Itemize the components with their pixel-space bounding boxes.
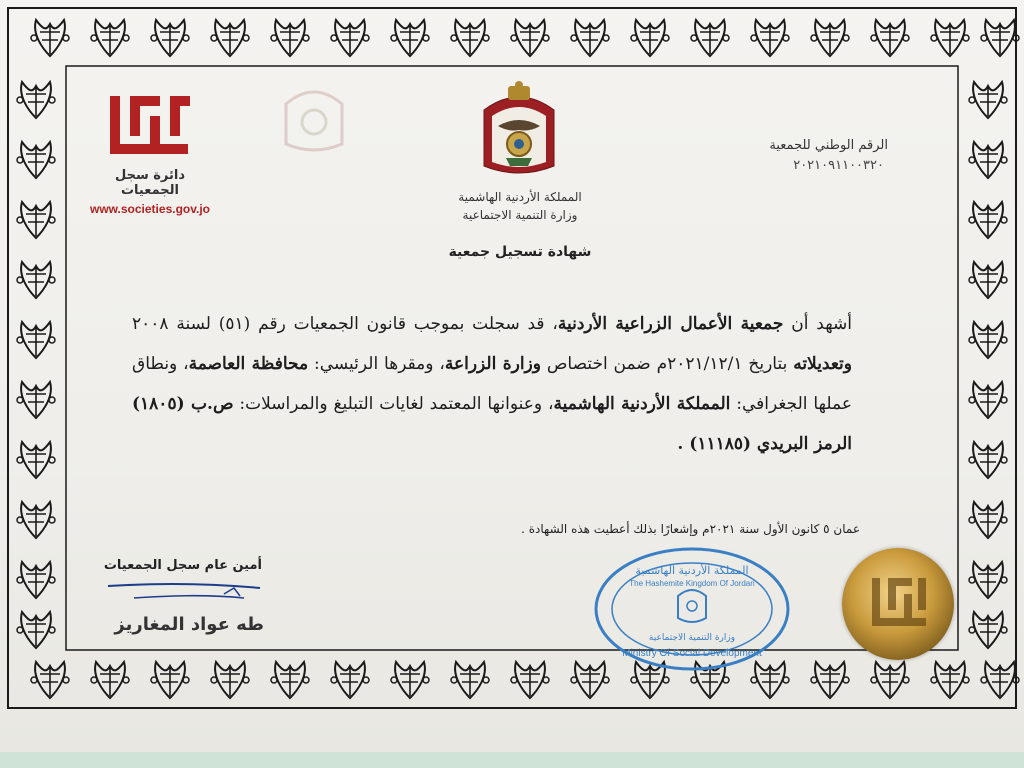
body-segment: ، ونطاق عملها الجغرافي: bbox=[132, 354, 852, 414]
amendments-label: وتعديلاته bbox=[793, 354, 852, 374]
ministry-jurisdiction: وزارة الزراعة bbox=[444, 354, 541, 374]
headquarters: محافظة العاصمة bbox=[188, 354, 309, 374]
stamp-arabic-top: المملكة الأردنية الهاشمية bbox=[635, 564, 749, 577]
ministry-name: وزارة التنمية الاجتماعية bbox=[462, 208, 578, 222]
postal-address: ص.ب (١٨٠٥) الرمز البريدي (١١١٨٥) . bbox=[132, 394, 852, 454]
body-segment: ، قد سجلت بموجب قانون الجمعيات رقم (٥١) لسنة ٢٠٠٨ bbox=[132, 314, 558, 334]
royal-coat-of-arms-icon bbox=[478, 80, 560, 180]
registrar-name: طه عواد المغاريز bbox=[114, 614, 264, 635]
society-name: جمعية الأعمال الزراعية الأردنية bbox=[557, 314, 784, 334]
national-number-label: الرقم الوطني للجمعية bbox=[769, 138, 888, 153]
hologram-seal bbox=[842, 548, 954, 660]
faded-emblem-icon bbox=[276, 84, 352, 156]
ministry-stamp-icon bbox=[592, 544, 792, 674]
national-number: ٢٠٢١٠٩١١٠٠٣٢٠ bbox=[793, 158, 884, 173]
issue-date-line: عمان ٥ كانون الأول سنة ٢٠٢١م وإشعارًا بذلك أعطيت هذه الشهادة . bbox=[521, 522, 860, 536]
signature-icon bbox=[104, 578, 264, 606]
societies-logo-icon bbox=[108, 92, 192, 158]
stamp-arabic-middle: وزارة التنمية الاجتماعية bbox=[648, 633, 736, 643]
body-segment: ، وعنوانها المعتمد لغايات التبليغ والمراسلات: bbox=[233, 394, 554, 414]
stamp-english-top: The Hashemite Kingdom Of Jordan bbox=[629, 579, 755, 588]
body-segment: ، ومقرها الرئيسي: bbox=[308, 354, 445, 374]
background-surface bbox=[0, 752, 1024, 768]
website-url: www.societies.gov.jo bbox=[89, 202, 211, 216]
certificate-body bbox=[132, 304, 852, 464]
kingdom-name: المملكة الأردنية الهاشمية bbox=[458, 190, 582, 204]
certificate-title: شهادة تسجيل جمعية bbox=[448, 244, 592, 260]
body-segment: بتاريخ ٢٠٢١/١٢/١م ضمن اختصاص bbox=[540, 354, 794, 374]
department-name: دائرة سجل الجمعيات bbox=[114, 168, 186, 198]
stamp-english-bottom: Ministry Of Social Development bbox=[622, 648, 762, 659]
body-segment: أشهد أن bbox=[783, 314, 852, 334]
issuer-block bbox=[430, 188, 610, 224]
geographic-scope: المملكة الأردنية الهاشمية bbox=[553, 394, 731, 414]
registrar-title: أمين عام سجل الجمعيات bbox=[103, 558, 262, 573]
hologram-logo-icon bbox=[842, 548, 954, 660]
societies-logo-block bbox=[86, 92, 214, 216]
